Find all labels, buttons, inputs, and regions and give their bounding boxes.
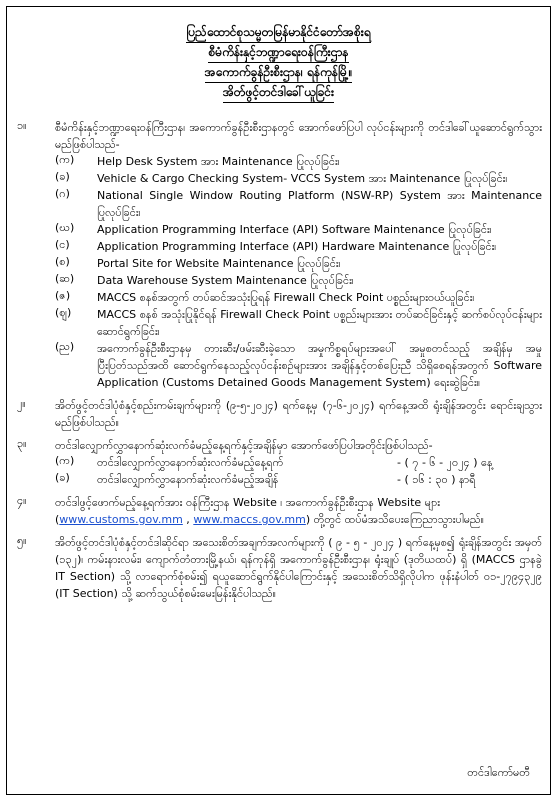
section-4-text-after: တို့တွင် ထပ်မံအသိပေးကြေညာသွားပါမည်။: [310, 513, 484, 526]
section-5: [17, 534, 542, 602]
deadline-row: [55, 471, 542, 488]
section-1-intro: စီမံကိန်းနှင့်ဘဏ္ဍာရေးဝန်ကြီးဌာန၊ အကောက်ခွန်ဦးစီးဌာနတွင် အောက်ဖော်ပြပါ လုပ်ငန်းများကို တင်ဒါခေါ်ယူဆောင်ရွက်သွားမည်ဖြစ်ပါသည်-: [55, 121, 542, 151]
link-separator: ,: [182, 513, 194, 526]
list-text: Help Desk System အား Maintenance ပြုလုပ်ခြင်း၊: [97, 155, 340, 168]
deadline-label: တင်ဒါလျှောက်လွှာနောက်ဆုံးလက်ခံမည့်အချိန်: [97, 473, 279, 486]
paren-open: (: [55, 513, 60, 526]
list-item: [55, 221, 542, 238]
list-marker: (ဂ): [55, 187, 70, 200]
section-number: ၅။: [17, 534, 27, 547]
section-5-text: အိတ်ဖွင့်တင်ဒါပုံစံနှင့်တင်ဒါဆိုင်ရာ အသေးစိတ်အချက်အလက်များကို ( ၉ - ၅ - ၂၀၂၄ ) ရက်နေ့မှစ၍ ရုံးချိန်အတွင်း အမှတ် (၁၃၂)၊ ကမ်းနားလမ်း၊ ကျောက်တံတားမြို့နယ်၊ ရန်ကုန်ရှိ အကောက်ခွန်ဦးစီးဌာန၊ ရုံးချုပ် (ဒုတိယထပ်) ရှိ (MACCS ဌာနခွဲ IT Section) သို့ လာရောက်စုံစမ်း၍ ရယူဆောင်ရွက်နိုင်ပါကြောင်းနှင့် အသေးစိတ်သိရှိလိုပါက ဖုန်းနံပါတ် ၀၁-၂၇၉၄၃၂၉ (IT Section) သို့ ဆက်သွယ်စုံစမ်းမေးမြန်းနိုင်ပါသည်။: [55, 536, 542, 600]
maccs-website-link[interactable]: www.maccs.gov.mm: [193, 513, 306, 526]
list-text: National Single Window Routing Platform (NSW-RP) System အား Maintenance ပြုလုပ်ခြင်း၊: [97, 189, 542, 219]
section-number: ၃။: [17, 437, 27, 450]
document-frame: [6, 6, 551, 795]
section-1-items: [17, 153, 542, 391]
list-marker: (င): [55, 238, 70, 251]
header-line-4: အိတ်ဖွင့်တင်ဒါခေါ်ယူခြင်း: [223, 83, 334, 103]
list-marker: (ည): [55, 340, 75, 353]
list-text: MACCS စနစ်အတွက် တပ်ဆင်အသုံးပြုရန် Firewall Check Point ပစ္စည်းများဝယ်ယူခြင်း၊: [97, 291, 475, 304]
section-2: [17, 397, 542, 431]
section-1: [17, 119, 542, 391]
list-text: အကောက်ခွန်ဦးစီးဌာနမှ တားဆီး/ဖမ်းဆီးခဲ့သော အမှုကိစ္စရပ်များအပေါ် အမှုစတင်သည့် အချိန်မှ အမှုပြီးပြတ်သည်အထိ ဆောင်ရွက်နေသည့်လုပ်ငန်းစဉ်များအား အချိန်နှင့်တစ်ပြေးညီ သိရှိစေရန်အတွက် Software Application (Customs Detained Goods Management System) ရေးဆွဲခြင်း။: [97, 342, 542, 389]
section-number: ၄။: [17, 494, 27, 507]
list-item: [55, 340, 542, 391]
list-item: [55, 153, 542, 170]
list-item: [55, 272, 542, 289]
section-number: ၁။: [17, 119, 27, 132]
deadline-value: - ( ၇ - ၆ - ၂၀၂၄ ) နေ့: [397, 456, 493, 469]
list-text: MACCS စနစ် အသုံးပြုနိုင်ရန် Firewall Check Point ပစ္စည်းများအား တပ်ဆင်ခြင်းနှင့် ဆက်စပ်လုပ်ငန်းများ ဆောင်ရွက်ခြင်း၊: [97, 308, 542, 338]
list-marker: (စ): [55, 255, 70, 268]
list-marker: (က): [55, 454, 75, 467]
list-item: [55, 306, 542, 340]
list-marker: (ဇ): [55, 289, 71, 302]
list-text: Data Warehouse System Maintenance ပြုလုပ်ခြင်း၊: [97, 274, 354, 287]
section-3-intro: တင်ဒါလျှောက်လွှာနောက်ဆုံးလက်ခံမည့်နေ့ရက်နှင့်အချိန်မှာ အောက်ဖော်ပြပါအတိုင်းဖြစ်ပါသည်-: [55, 439, 433, 452]
list-text: Application Programming Interface (API) Software Maintenance ပြုလုပ်ခြင်း၊: [97, 223, 492, 236]
list-item: [55, 289, 542, 306]
list-marker: (ဃ): [55, 221, 75, 234]
list-marker: (ခ): [55, 471, 70, 484]
list-item: [55, 170, 542, 187]
document-header: [7, 23, 550, 103]
section-3: [17, 437, 542, 488]
list-text: Application Programming Interface (API) Hardware Maintenance ပြုလုပ်ခြင်း၊: [97, 240, 497, 253]
deadline-label: တင်ဒါလျှောက်လွှာနောက်ဆုံးလက်ခံမည့်နေ့ရက်: [97, 456, 284, 469]
list-text: Vehicle & Cargo Checking System- VCCS System အား Maintenance ပြုလုပ်ခြင်း၊: [97, 172, 508, 185]
document-body: [17, 119, 542, 602]
paren-close: ): [305, 513, 311, 526]
section-4-text-before: တင်ဒါဖွင့်ဖောက်မည့်နေ့ရက်အား ဝန်ကြီးဌာန Website ၊ အကောက်ခွန်ဦးစီးဌာန Website များ: [55, 496, 440, 509]
list-marker: (ဈ): [55, 306, 72, 319]
signature: တင်ဒါကော်မတီ: [467, 766, 530, 779]
list-marker: (ခ): [55, 170, 70, 183]
section-number: ၂။: [17, 397, 26, 410]
list-marker: (ဆ): [55, 272, 75, 285]
header-line-1: ပြည်ထောင်စုသမ္မတမြန်မာနိုင်ငံတော်အစိုးရ: [186, 23, 370, 43]
header-line-2: စီမံကိန်းနှင့်ဘဏ္ဍာရေးဝန်ကြီးဌာန: [208, 43, 348, 63]
deadline-row: [55, 454, 542, 471]
list-text: Portal Site for Website Maintenance ပြုလုပ်ခြင်း၊: [97, 257, 341, 270]
list-item: [55, 255, 542, 272]
list-marker: (က): [55, 153, 75, 166]
list-item: [55, 187, 542, 221]
section-4-text: [55, 494, 542, 528]
section-4: [17, 494, 542, 528]
section-2-text: အိတ်ဖွင့်တင်ဒါပုံစံနှင့်စည်းကမ်းချက်များကို (၉-၅-၂၀၂၄) ရက်နေ့မှ (၇-၆-၂၀၂၄) ရက်နေ့အထိ ရုံးချိန်အတွင်း ရောင်းချသွားမည်ဖြစ်ပါသည်။: [55, 399, 542, 429]
customs-website-link[interactable]: www.customs.gov.mm: [59, 513, 183, 526]
list-item: [55, 238, 542, 255]
deadline-value: - ( ၁၆ : ၃၀ ) နာရီ: [397, 473, 476, 486]
header-line-3: အကောက်ခွန်ဦးစီးဌာန၊ ရန်ကုန်မြို့။: [205, 63, 353, 83]
